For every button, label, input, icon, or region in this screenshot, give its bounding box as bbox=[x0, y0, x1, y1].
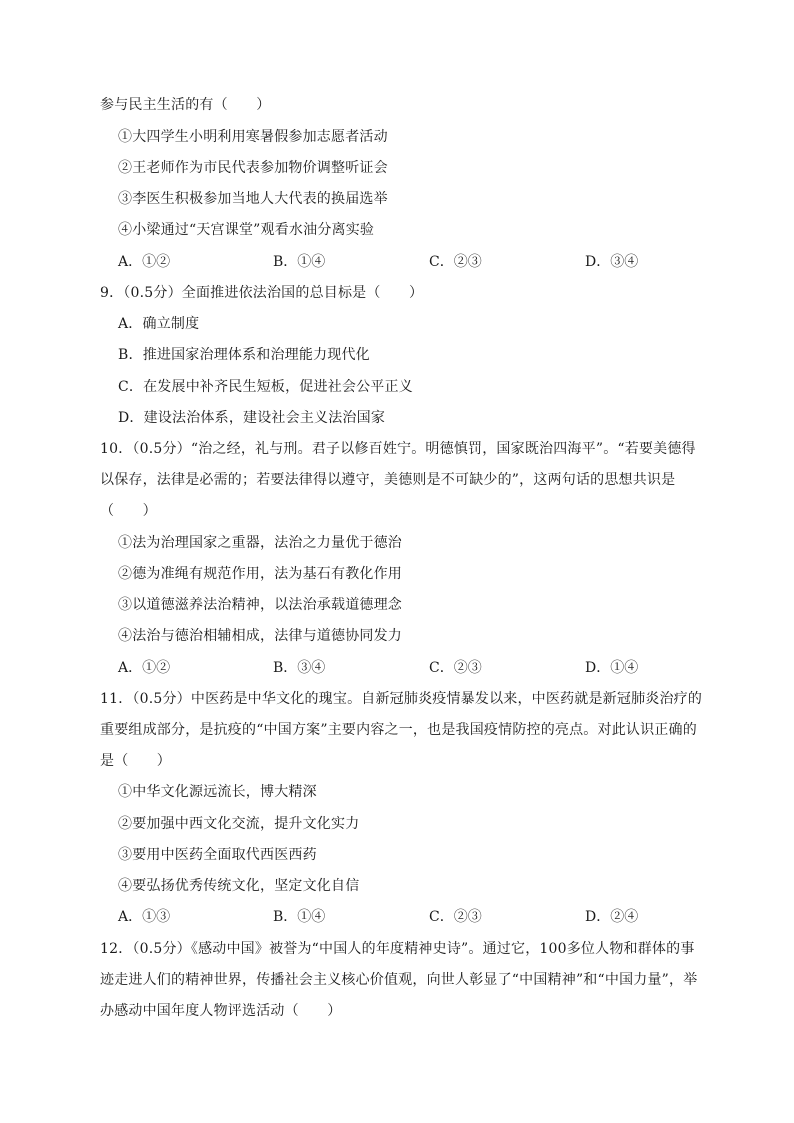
q8-choice-d: D．③④ bbox=[585, 254, 639, 270]
q8-stem-tail: 参与民主生活的有（ ） bbox=[100, 97, 271, 113]
q11-item-3: ③要用中医药全面取代西医西药 bbox=[118, 847, 317, 863]
q10-stem-line-2: 以保存，法律是必需的；若要法律得以遵守，美德则是不可缺少的”，这两句话的思想共识是 bbox=[100, 472, 676, 488]
q8-item-3: ③李医生积极参加当地人大代表的换届选举 bbox=[118, 191, 388, 207]
q11-stem-line-2: 重要组成部分，是抗疫的“中国方案”主要内容之一，也是我国疫情防控的亮点。对此认识正确的 bbox=[100, 722, 697, 738]
q10-choice-d: D．①④ bbox=[585, 660, 639, 676]
q10-stem-line-1: 10．（0.5分）“治之经，礼与刑。君子以修百姓宁。明德慎罚，国家既治四海平”。“若要美德得 bbox=[100, 441, 696, 457]
q8-item-1: ①大四学生小明利用寒暑假参加志愿者活动 bbox=[118, 129, 388, 145]
q10-choice-b: B．③④ bbox=[273, 660, 326, 676]
q10-item-4: ④法治与德治相辅相成，法律与道德协同发力 bbox=[118, 628, 402, 644]
q12-stem-line-2: 迹走进人们的精神世界，传播社会主义核心价值观，向世人彰显了“中国精神”和“中国力量”，举 bbox=[100, 972, 698, 988]
q10-item-3: ③以道德滋养法治精神，以法治承载道德理念 bbox=[118, 597, 402, 613]
q10-item-2: ②德为准绳有规范作用，法为基石有教化作用 bbox=[118, 566, 402, 582]
q11-choice-a: A．①③ bbox=[118, 909, 171, 925]
q9-option-c: C．在发展中补齐民生短板，促进社会公平正义 bbox=[118, 379, 413, 395]
q10-choice-c: C．②③ bbox=[429, 660, 482, 676]
q12-stem-line-3: 办感动中国年度人物评选活动（ ） bbox=[100, 1003, 342, 1019]
q11-item-1: ①中华文化源远流长，博大精深 bbox=[118, 784, 317, 800]
q11-choice-c: C．②③ bbox=[429, 909, 482, 925]
q11-item-4: ④要弘扬优秀传统文化，坚定文化自信 bbox=[118, 878, 360, 894]
q8-choice-c: C．②③ bbox=[429, 254, 482, 270]
q9-option-d: D．建设法治体系，建设社会主义法治国家 bbox=[118, 410, 386, 426]
q9-option-b: B．推进国家治理体系和治理能力现代化 bbox=[118, 347, 370, 363]
q11-choice-b: B．①④ bbox=[273, 909, 326, 925]
q8-item-4: ④小梁通过“天宫课堂”观看水油分离实验 bbox=[118, 222, 375, 238]
q11-item-2: ②要加强中西文化交流，提升文化实力 bbox=[118, 816, 360, 832]
q11-stem-line-1: 11．（0.5分）中医药是中华文化的瑰宝。自新冠肺炎疫情暴发以来，中医药就是新冠肺炎治疗的 bbox=[100, 691, 703, 707]
q11-choice-d: D．②④ bbox=[585, 909, 639, 925]
q9-option-a: A．确立制度 bbox=[118, 316, 200, 332]
q10-stem-line-3: （ ） bbox=[100, 503, 157, 519]
q9-stem: 9．（0.5分）全面推进依法治国的总目标是（ ） bbox=[100, 285, 424, 301]
q12-stem-line-1: 12．（0.5分）《感动中国》被誉为“中国人的年度精神史诗”。通过它，100多位人物和群体的事 bbox=[100, 941, 695, 957]
q8-choice-a: A．①② bbox=[118, 254, 171, 270]
q11-stem-line-3: 是（ ） bbox=[100, 753, 171, 769]
q10-choice-a: A．①② bbox=[118, 660, 171, 676]
q8-item-2: ②王老师作为市民代表参加物价调整听证会 bbox=[118, 160, 388, 176]
q10-item-1: ①法为治理国家之重器，法治之力量优于德治 bbox=[118, 535, 402, 551]
q8-choice-b: B．①④ bbox=[273, 254, 326, 270]
